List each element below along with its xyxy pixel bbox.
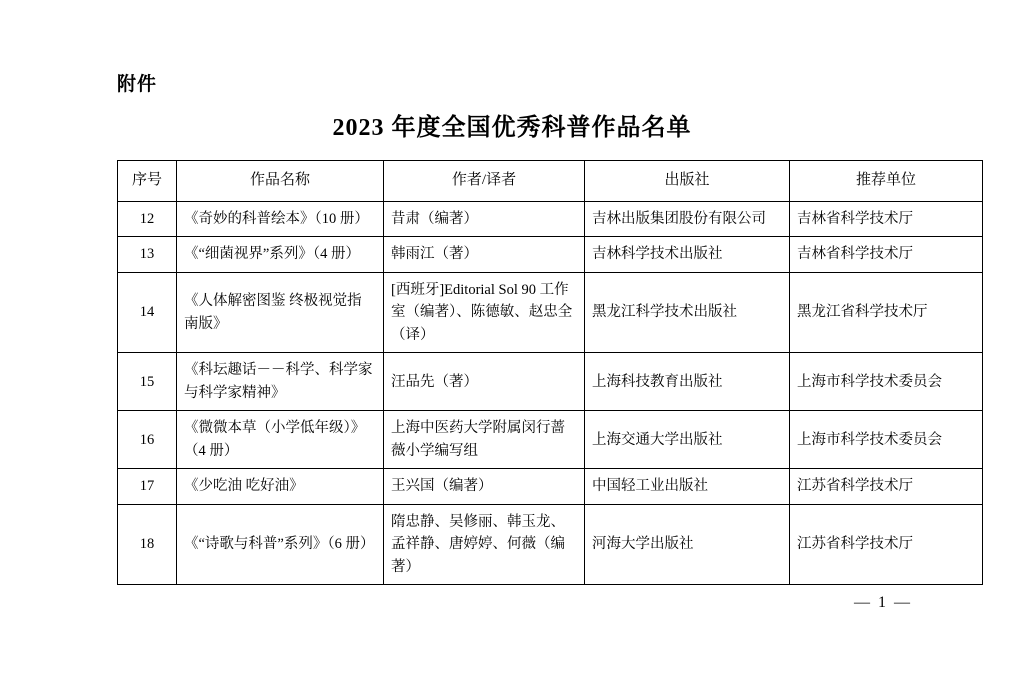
cell-work: 《科坛趣话－－科学、科学家与科学家精神》 [177,353,384,411]
table-header-row [118,161,983,202]
cell-author: 王兴国（编著） [384,469,585,504]
column-header-press: 出版社 [585,161,790,202]
cell-recommender: 上海市科学技术委员会 [790,353,983,411]
cell-press: 河海大学出版社 [585,504,790,584]
cell-press: 黑龙江科学技术出版社 [585,272,790,352]
cell-recommender: 上海市科学技术委员会 [790,411,983,469]
cell-press: 吉林出版集团股份有限公司 [585,202,790,237]
column-header-no: 序号 [118,161,177,202]
awards-table [117,160,983,585]
cell-work: 《人体解密图鉴 终极视觉指南版》 [177,272,384,352]
column-header-recommender: 推荐单位 [790,161,983,202]
cell-press: 上海交通大学出版社 [585,411,790,469]
cell-press: 中国轻工业出版社 [585,469,790,504]
cell-work: 《“细菌视界”系列》（4 册） [177,237,384,272]
cell-no: 16 [118,411,177,469]
table-row [118,504,983,584]
cell-work: 《微微本草（小学低年级）》（4 册） [177,411,384,469]
cell-work: 《奇妙的科普绘本》（10 册） [177,202,384,237]
cell-no: 13 [118,237,177,272]
cell-recommender: 江苏省科学技术厅 [790,504,983,584]
column-header-work: 作品名称 [177,161,384,202]
cell-author: 韩雨江（著） [384,237,585,272]
table-row [118,353,983,411]
table-row [118,272,983,352]
page-title: 2023 年度全国优秀科普作品名单 [332,115,692,141]
cell-recommender: 吉林省科学技术厅 [790,237,983,272]
cell-author: 上海中医药大学附属闵行蔷薇小学编写组 [384,411,585,469]
cell-recommender: 江苏省科学技术厅 [790,469,983,504]
table-row [118,411,983,469]
cell-recommender: 黑龙江省科学技术厅 [790,272,983,352]
cell-no: 18 [118,504,177,584]
cell-no: 14 [118,272,177,352]
cell-author: [西班牙]Editorial Sol 90 工作室（编著）、陈德敏、赵忠全（译） [384,272,585,352]
cell-recommender: 吉林省科学技术厅 [790,202,983,237]
attachment-label: 附件 [117,74,158,95]
cell-work: 《少吃油 吃好油》 [177,469,384,504]
cell-no: 15 [118,353,177,411]
cell-press: 上海科技教育出版社 [585,353,790,411]
cell-author: 隋忠静、吴修丽、韩玉龙、孟祥静、唐婷婷、何薇（编著） [384,504,585,584]
cell-press: 吉林科学技术出版社 [585,237,790,272]
table-row [118,237,983,272]
cell-author: 汪品先（著） [384,353,585,411]
table-row [118,469,983,504]
column-header-author: 作者/译者 [384,161,585,202]
page-number: — 1 — [854,594,912,611]
cell-author: 昔肃（编著） [384,202,585,237]
cell-work: 《“诗歌与科普”系列》（6 册） [177,504,384,584]
cell-no: 12 [118,202,177,237]
cell-no: 17 [118,469,177,504]
table-row [118,202,983,237]
